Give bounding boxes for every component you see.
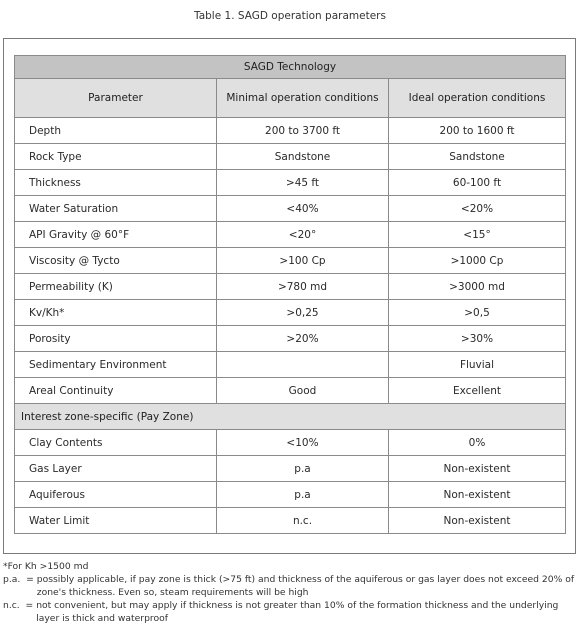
- header-ideal: Ideal operation conditions: [389, 79, 566, 118]
- parameter-cell: Kv/Kh*: [15, 300, 217, 326]
- section-title: Interest zone-specific (Pay Zone): [15, 404, 566, 430]
- ideal-value-cell: 60-100 ft: [389, 170, 566, 196]
- minimal-value-cell: >20%: [217, 326, 389, 352]
- ideal-value-cell: >0,5: [389, 300, 566, 326]
- parameter-cell: API Gravity @ 60°F: [15, 222, 217, 248]
- table-row: [15, 222, 566, 248]
- table-row: [15, 326, 566, 352]
- ideal-value-cell: <20%: [389, 196, 566, 222]
- ideal-value-cell: >30%: [389, 326, 566, 352]
- table-title-row: [15, 56, 566, 79]
- ideal-value-cell: Non-existent: [389, 508, 566, 534]
- parameter-cell: Permeability (K): [15, 274, 217, 300]
- footnote-pa-key: p.a. =: [3, 574, 37, 585]
- parameter-cell: Areal Continuity: [15, 378, 217, 404]
- parameter-cell: Water Limit: [15, 508, 217, 534]
- minimal-value-cell: p.a: [217, 482, 389, 508]
- footnote-nc-key: n.c. =: [3, 600, 37, 611]
- parameter-cell: Water Saturation: [15, 196, 217, 222]
- minimal-value-cell: >100 Cp: [217, 248, 389, 274]
- ideal-value-cell: Sandstone: [389, 144, 566, 170]
- header-row: [15, 79, 566, 118]
- table-row: [15, 274, 566, 300]
- parameter-cell: Aquiferous: [15, 482, 217, 508]
- parameter-cell: Rock Type: [15, 144, 217, 170]
- minimal-value-cell: <40%: [217, 196, 389, 222]
- table-row: [15, 196, 566, 222]
- footnote-pa-text: possibly applicable, if pay zone is thick (>75 ft) and thickness of the aquiferous or gas layer does not exceed 20% of zone's thickness. Even so, steam requirements will be high: [36, 574, 575, 598]
- parameter-cell: Gas Layer: [15, 456, 217, 482]
- table-row: [15, 300, 566, 326]
- parameter-cell: Depth: [15, 118, 217, 144]
- table-row: [15, 508, 566, 534]
- parameter-cell: Clay Contents: [15, 430, 217, 456]
- footnote-kh: *For Kh >1500 md: [3, 561, 89, 572]
- ideal-value-cell: >3000 md: [389, 274, 566, 300]
- minimal-value-cell: <20°: [217, 222, 389, 248]
- table-row: [15, 170, 566, 196]
- table-row: [15, 144, 566, 170]
- minimal-value-cell: p.a: [217, 456, 389, 482]
- ideal-value-cell: 200 to 1600 ft: [389, 118, 566, 144]
- ideal-value-cell: 0%: [389, 430, 566, 456]
- ideal-value-cell: <15°: [389, 222, 566, 248]
- minimal-value-cell: Sandstone: [217, 144, 389, 170]
- table-row: [15, 248, 566, 274]
- ideal-value-cell: Fluvial: [389, 352, 566, 378]
- minimal-value-cell: 200 to 3700 ft: [217, 118, 389, 144]
- parameter-cell: Porosity: [15, 326, 217, 352]
- table-row: [15, 352, 566, 378]
- table-row: [15, 456, 566, 482]
- parameter-cell: Sedimentary Environment: [15, 352, 217, 378]
- table-row: [15, 118, 566, 144]
- section-row-pay-zone: [15, 404, 566, 430]
- header-minimal: Minimal operation conditions: [217, 79, 389, 118]
- parameter-cell: Thickness: [15, 170, 217, 196]
- header-parameter: Parameter: [15, 79, 217, 118]
- table-caption: Table 1. SAGD operation parameters: [194, 10, 386, 22]
- footnote-pa: [3, 573, 578, 599]
- table-title: SAGD Technology: [15, 56, 566, 79]
- table-row: [15, 430, 566, 456]
- ideal-value-cell: Non-existent: [389, 456, 566, 482]
- parameter-cell: Viscosity @ Tycto: [15, 248, 217, 274]
- table-row: [15, 482, 566, 508]
- minimal-value-cell: Good: [217, 378, 389, 404]
- sagd-parameters-table: [14, 55, 566, 534]
- ideal-value-cell: Excellent: [389, 378, 566, 404]
- footnote-nc-text: not convenient, but may apply if thickness is not greater than 10% of the formation thickness and the underlying layer is thick and waterproof: [36, 600, 559, 624]
- minimal-value-cell: >0,25: [217, 300, 389, 326]
- minimal-value-cell: [217, 352, 389, 378]
- minimal-value-cell: <10%: [217, 430, 389, 456]
- ideal-value-cell: >1000 Cp: [389, 248, 566, 274]
- minimal-value-cell: n.c.: [217, 508, 389, 534]
- minimal-value-cell: >45 ft: [217, 170, 389, 196]
- table-row: [15, 378, 566, 404]
- minimal-value-cell: >780 md: [217, 274, 389, 300]
- footnote-nc: [3, 599, 578, 625]
- ideal-value-cell: Non-existent: [389, 482, 566, 508]
